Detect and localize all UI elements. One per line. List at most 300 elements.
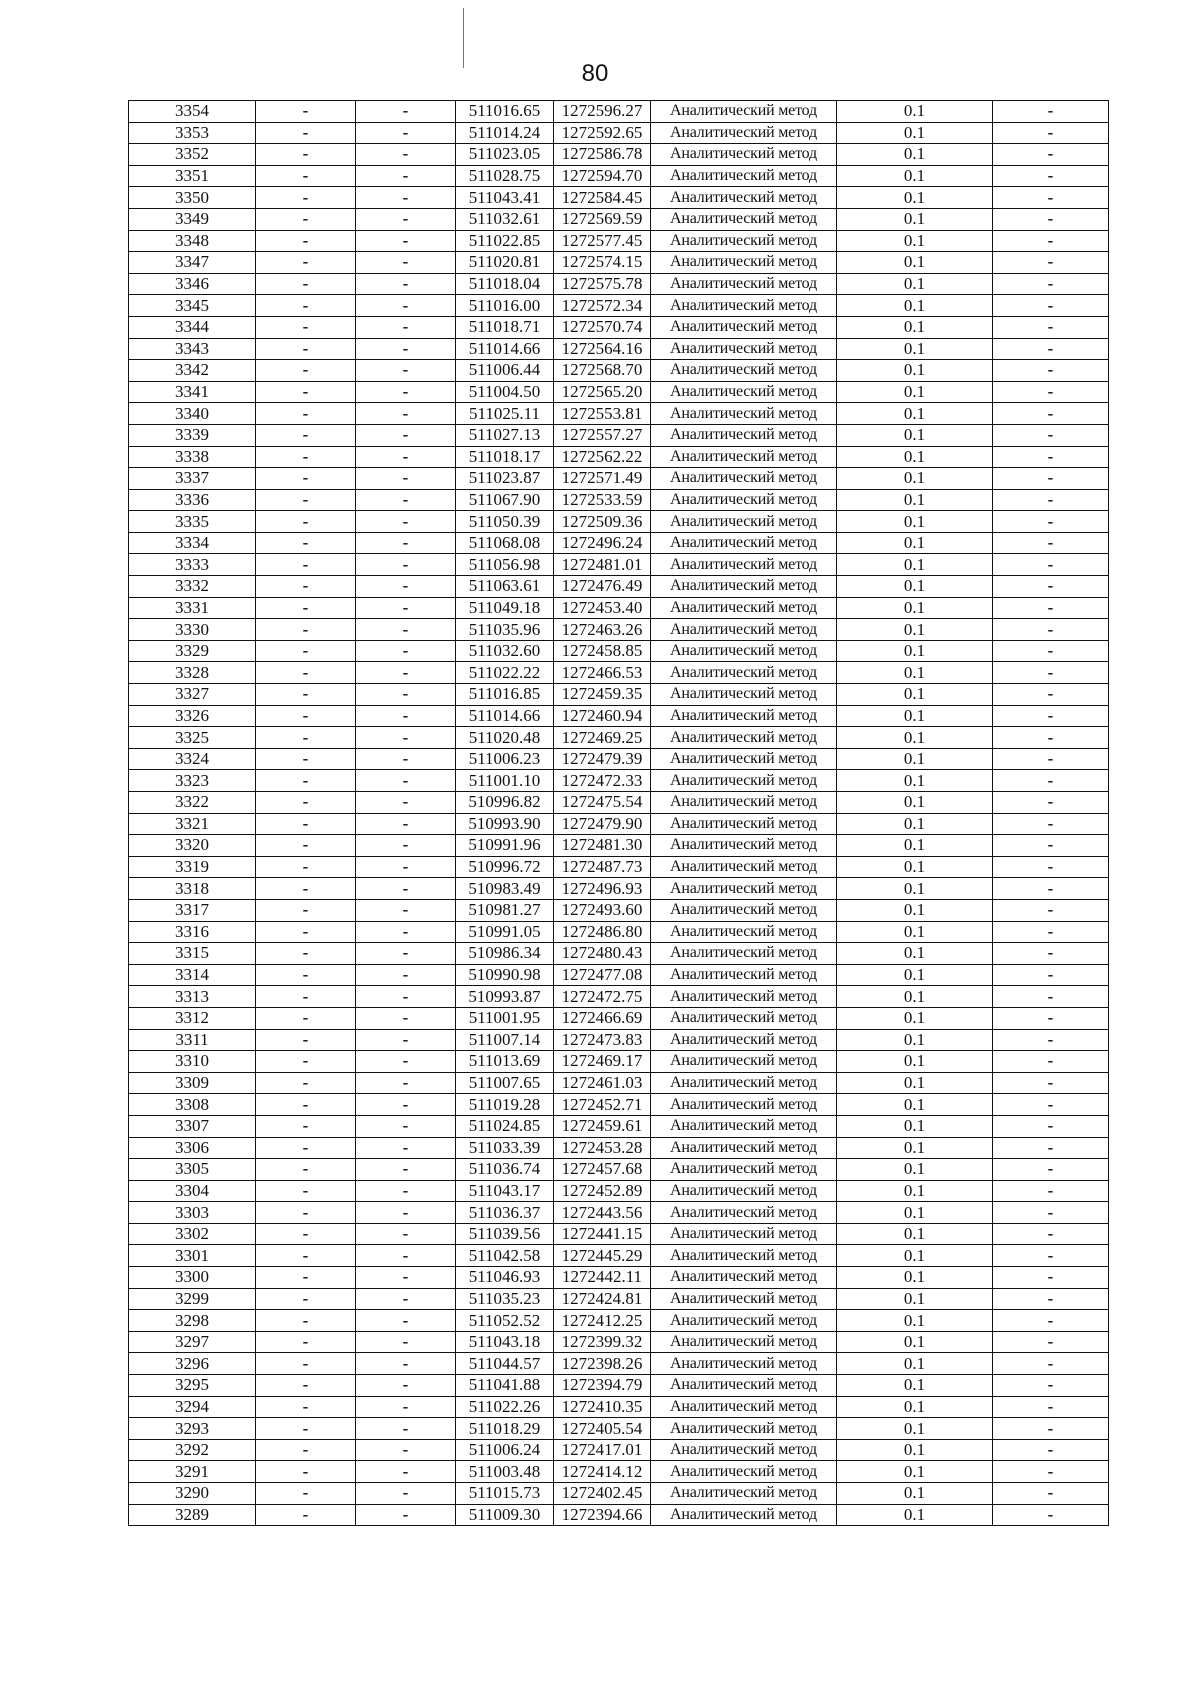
accuracy-cell: 0.1 bbox=[837, 424, 993, 446]
accuracy-cell: 0.1 bbox=[837, 532, 993, 554]
y-coordinate-cell: 1272569.59 bbox=[554, 208, 651, 230]
dash-cell: - bbox=[256, 446, 356, 468]
x-coordinate-cell: 511006.23 bbox=[456, 748, 554, 770]
method-cell: Аналитический метод bbox=[651, 489, 837, 511]
dash-cell: - bbox=[993, 165, 1109, 187]
method-cell: Аналитический метод bbox=[651, 1159, 837, 1181]
dash-cell: - bbox=[356, 1180, 456, 1202]
y-coordinate-cell: 1272486.80 bbox=[554, 921, 651, 943]
point-number-cell: 3352 bbox=[129, 144, 256, 166]
accuracy-cell: 0.1 bbox=[837, 316, 993, 338]
dash-cell: - bbox=[256, 986, 356, 1008]
dash-cell: - bbox=[356, 338, 456, 360]
point-number-cell: 3315 bbox=[129, 943, 256, 965]
x-coordinate-cell: 511016.00 bbox=[456, 295, 554, 317]
dash-cell: - bbox=[256, 511, 356, 533]
dash-cell: - bbox=[356, 1288, 456, 1310]
table-row bbox=[129, 511, 1109, 533]
method-cell: Аналитический метод bbox=[651, 511, 837, 533]
x-coordinate-cell: 511035.23 bbox=[456, 1288, 554, 1310]
dash-cell: - bbox=[256, 230, 356, 252]
dash-cell: - bbox=[993, 1439, 1109, 1461]
dash-cell: - bbox=[356, 424, 456, 446]
dash-cell: - bbox=[993, 1504, 1109, 1526]
dash-cell: - bbox=[256, 1223, 356, 1245]
x-coordinate-cell: 511025.11 bbox=[456, 403, 554, 425]
y-coordinate-cell: 1272445.29 bbox=[554, 1245, 651, 1267]
dash-cell: - bbox=[993, 1137, 1109, 1159]
method-cell: Аналитический метод bbox=[651, 964, 837, 986]
dash-cell: - bbox=[993, 943, 1109, 965]
accuracy-cell: 0.1 bbox=[837, 921, 993, 943]
accuracy-cell: 0.1 bbox=[837, 792, 993, 814]
x-coordinate-cell: 511028.75 bbox=[456, 165, 554, 187]
point-number-cell: 3297 bbox=[129, 1331, 256, 1353]
x-coordinate-cell: 511007.65 bbox=[456, 1072, 554, 1094]
y-coordinate-cell: 1272476.49 bbox=[554, 576, 651, 598]
table-row bbox=[129, 662, 1109, 684]
x-coordinate-cell: 511032.60 bbox=[456, 640, 554, 662]
point-number-cell: 3326 bbox=[129, 705, 256, 727]
accuracy-cell: 0.1 bbox=[837, 576, 993, 598]
point-number-cell: 3300 bbox=[129, 1267, 256, 1289]
y-coordinate-cell: 1272469.17 bbox=[554, 1051, 651, 1073]
dash-cell: - bbox=[256, 1288, 356, 1310]
accuracy-cell: 0.1 bbox=[837, 338, 993, 360]
dash-cell: - bbox=[356, 1396, 456, 1418]
table-row bbox=[129, 705, 1109, 727]
point-number-cell: 3325 bbox=[129, 727, 256, 749]
dash-cell: - bbox=[993, 532, 1109, 554]
x-coordinate-cell: 511024.85 bbox=[456, 1115, 554, 1137]
x-coordinate-cell: 511063.61 bbox=[456, 576, 554, 598]
dash-cell: - bbox=[993, 403, 1109, 425]
dash-cell: - bbox=[256, 748, 356, 770]
x-coordinate-cell: 511036.37 bbox=[456, 1202, 554, 1224]
dash-cell: - bbox=[356, 122, 456, 144]
y-coordinate-cell: 1272487.73 bbox=[554, 856, 651, 878]
y-coordinate-cell: 1272453.28 bbox=[554, 1137, 651, 1159]
accuracy-cell: 0.1 bbox=[837, 813, 993, 835]
x-coordinate-cell: 511043.17 bbox=[456, 1180, 554, 1202]
point-number-cell: 3331 bbox=[129, 597, 256, 619]
dash-cell: - bbox=[256, 208, 356, 230]
method-cell: Аналитический метод bbox=[651, 316, 837, 338]
y-coordinate-cell: 1272493.60 bbox=[554, 899, 651, 921]
table-row bbox=[129, 338, 1109, 360]
table-row bbox=[129, 554, 1109, 576]
y-coordinate-cell: 1272475.54 bbox=[554, 792, 651, 814]
method-cell: Аналитический метод bbox=[651, 748, 837, 770]
dash-cell: - bbox=[256, 662, 356, 684]
y-coordinate-cell: 1272553.81 bbox=[554, 403, 651, 425]
method-cell: Аналитический метод bbox=[651, 1007, 837, 1029]
x-coordinate-cell: 511022.26 bbox=[456, 1396, 554, 1418]
dash-cell: - bbox=[356, 986, 456, 1008]
dash-cell: - bbox=[993, 748, 1109, 770]
y-coordinate-cell: 1272414.12 bbox=[554, 1461, 651, 1483]
dash-cell: - bbox=[256, 122, 356, 144]
dash-cell: - bbox=[256, 360, 356, 382]
table-row bbox=[129, 899, 1109, 921]
dash-cell: - bbox=[256, 835, 356, 857]
dash-cell: - bbox=[993, 554, 1109, 576]
method-cell: Аналитический метод bbox=[651, 1267, 837, 1289]
method-cell: Аналитический метод bbox=[651, 1331, 837, 1353]
y-coordinate-cell: 1272417.01 bbox=[554, 1439, 651, 1461]
accuracy-cell: 0.1 bbox=[837, 835, 993, 857]
dash-cell: - bbox=[993, 727, 1109, 749]
coordinates-table bbox=[128, 100, 1109, 1526]
method-cell: Аналитический метод bbox=[651, 1137, 837, 1159]
dash-cell: - bbox=[993, 1331, 1109, 1353]
dash-cell: - bbox=[993, 1051, 1109, 1073]
table-row bbox=[129, 122, 1109, 144]
y-coordinate-cell: 1272457.68 bbox=[554, 1159, 651, 1181]
accuracy-cell: 0.1 bbox=[837, 554, 993, 576]
dash-cell: - bbox=[993, 921, 1109, 943]
accuracy-cell: 0.1 bbox=[837, 273, 993, 295]
y-coordinate-cell: 1272412.25 bbox=[554, 1310, 651, 1332]
point-number-cell: 3339 bbox=[129, 424, 256, 446]
method-cell: Аналитический метод bbox=[651, 770, 837, 792]
x-coordinate-cell: 511013.69 bbox=[456, 1051, 554, 1073]
x-coordinate-cell: 511018.17 bbox=[456, 446, 554, 468]
dash-cell: - bbox=[256, 1396, 356, 1418]
method-cell: Аналитический метод bbox=[651, 403, 837, 425]
dash-cell: - bbox=[256, 101, 356, 123]
y-coordinate-cell: 1272596.27 bbox=[554, 101, 651, 123]
y-coordinate-cell: 1272472.75 bbox=[554, 986, 651, 1008]
dash-cell: - bbox=[356, 964, 456, 986]
x-coordinate-cell: 511022.85 bbox=[456, 230, 554, 252]
method-cell: Аналитический метод bbox=[651, 230, 837, 252]
dash-cell: - bbox=[256, 1375, 356, 1397]
x-coordinate-cell: 511035.96 bbox=[456, 619, 554, 641]
dash-cell: - bbox=[993, 792, 1109, 814]
dash-cell: - bbox=[993, 705, 1109, 727]
point-number-cell: 3292 bbox=[129, 1439, 256, 1461]
point-number-cell: 3299 bbox=[129, 1288, 256, 1310]
method-cell: Аналитический метод bbox=[651, 899, 837, 921]
y-coordinate-cell: 1272533.59 bbox=[554, 489, 651, 511]
dash-cell: - bbox=[256, 813, 356, 835]
dash-cell: - bbox=[256, 1072, 356, 1094]
y-coordinate-cell: 1272481.30 bbox=[554, 835, 651, 857]
dash-cell: - bbox=[256, 1310, 356, 1332]
dash-cell: - bbox=[356, 360, 456, 382]
point-number-cell: 3347 bbox=[129, 252, 256, 274]
accuracy-cell: 0.1 bbox=[837, 964, 993, 986]
accuracy-cell: 0.1 bbox=[837, 597, 993, 619]
dash-cell: - bbox=[356, 144, 456, 166]
x-coordinate-cell: 511007.14 bbox=[456, 1029, 554, 1051]
accuracy-cell: 0.1 bbox=[837, 619, 993, 641]
dash-cell: - bbox=[356, 1223, 456, 1245]
accuracy-cell: 0.1 bbox=[837, 1029, 993, 1051]
dash-cell: - bbox=[356, 1072, 456, 1094]
dash-cell: - bbox=[993, 1072, 1109, 1094]
point-number-cell: 3341 bbox=[129, 381, 256, 403]
scan-fold-line bbox=[463, 8, 464, 68]
point-number-cell: 3290 bbox=[129, 1483, 256, 1505]
dash-cell: - bbox=[356, 1461, 456, 1483]
x-coordinate-cell: 511006.24 bbox=[456, 1439, 554, 1461]
method-cell: Аналитический метод bbox=[651, 532, 837, 554]
table-row bbox=[129, 1007, 1109, 1029]
dash-cell: - bbox=[356, 597, 456, 619]
table-row bbox=[129, 1245, 1109, 1267]
dash-cell: - bbox=[993, 1159, 1109, 1181]
point-number-cell: 3353 bbox=[129, 122, 256, 144]
dash-cell: - bbox=[256, 619, 356, 641]
x-coordinate-cell: 511018.29 bbox=[456, 1418, 554, 1440]
table-row bbox=[129, 878, 1109, 900]
point-number-cell: 3328 bbox=[129, 662, 256, 684]
method-cell: Аналитический метод bbox=[651, 619, 837, 641]
dash-cell: - bbox=[993, 684, 1109, 706]
dash-cell: - bbox=[356, 1029, 456, 1051]
method-cell: Аналитический метод bbox=[651, 1418, 837, 1440]
dash-cell: - bbox=[356, 446, 456, 468]
accuracy-cell: 0.1 bbox=[837, 489, 993, 511]
method-cell: Аналитический метод bbox=[651, 187, 837, 209]
x-coordinate-cell: 511068.08 bbox=[456, 532, 554, 554]
table-row bbox=[129, 446, 1109, 468]
method-cell: Аналитический метод bbox=[651, 878, 837, 900]
y-coordinate-cell: 1272565.20 bbox=[554, 381, 651, 403]
dash-cell: - bbox=[356, 316, 456, 338]
accuracy-cell: 0.1 bbox=[837, 1007, 993, 1029]
accuracy-cell: 0.1 bbox=[837, 1353, 993, 1375]
dash-cell: - bbox=[356, 1331, 456, 1353]
dash-cell: - bbox=[356, 403, 456, 425]
dash-cell: - bbox=[256, 1202, 356, 1224]
point-number-cell: 3295 bbox=[129, 1375, 256, 1397]
point-number-cell: 3340 bbox=[129, 403, 256, 425]
point-number-cell: 3304 bbox=[129, 1180, 256, 1202]
table-row bbox=[129, 1396, 1109, 1418]
dash-cell: - bbox=[256, 1439, 356, 1461]
dash-cell: - bbox=[256, 1245, 356, 1267]
y-coordinate-cell: 1272452.89 bbox=[554, 1180, 651, 1202]
dash-cell: - bbox=[256, 295, 356, 317]
method-cell: Аналитический метод bbox=[651, 1310, 837, 1332]
y-coordinate-cell: 1272410.35 bbox=[554, 1396, 651, 1418]
accuracy-cell: 0.1 bbox=[837, 468, 993, 490]
dash-cell: - bbox=[256, 705, 356, 727]
y-coordinate-cell: 1272557.27 bbox=[554, 424, 651, 446]
dash-cell: - bbox=[256, 1418, 356, 1440]
x-coordinate-cell: 511049.18 bbox=[456, 597, 554, 619]
accuracy-cell: 0.1 bbox=[837, 1180, 993, 1202]
y-coordinate-cell: 1272477.08 bbox=[554, 964, 651, 986]
point-number-cell: 3320 bbox=[129, 835, 256, 857]
point-number-cell: 3310 bbox=[129, 1051, 256, 1073]
dash-cell: - bbox=[356, 619, 456, 641]
y-coordinate-cell: 1272571.49 bbox=[554, 468, 651, 490]
y-coordinate-cell: 1272398.26 bbox=[554, 1353, 651, 1375]
x-coordinate-cell: 510991.05 bbox=[456, 921, 554, 943]
dash-cell: - bbox=[356, 835, 456, 857]
table-row bbox=[129, 187, 1109, 209]
point-number-cell: 3298 bbox=[129, 1310, 256, 1332]
table-row bbox=[129, 1310, 1109, 1332]
dash-cell: - bbox=[256, 1137, 356, 1159]
dash-cell: - bbox=[356, 856, 456, 878]
dash-cell: - bbox=[356, 943, 456, 965]
x-coordinate-cell: 511033.39 bbox=[456, 1137, 554, 1159]
dash-cell: - bbox=[993, 813, 1109, 835]
x-coordinate-cell: 511041.88 bbox=[456, 1375, 554, 1397]
y-coordinate-cell: 1272586.78 bbox=[554, 144, 651, 166]
dash-cell: - bbox=[993, 208, 1109, 230]
method-cell: Аналитический метод bbox=[651, 295, 837, 317]
dash-cell: - bbox=[356, 273, 456, 295]
y-coordinate-cell: 1272394.66 bbox=[554, 1504, 651, 1526]
dash-cell: - bbox=[256, 273, 356, 295]
point-number-cell: 3348 bbox=[129, 230, 256, 252]
dash-cell: - bbox=[356, 208, 456, 230]
table-row bbox=[129, 208, 1109, 230]
accuracy-cell: 0.1 bbox=[837, 1504, 993, 1526]
dash-cell: - bbox=[256, 1504, 356, 1526]
dash-cell: - bbox=[356, 684, 456, 706]
x-coordinate-cell: 510996.82 bbox=[456, 792, 554, 814]
table-row bbox=[129, 1418, 1109, 1440]
dash-cell: - bbox=[993, 662, 1109, 684]
table-row bbox=[129, 813, 1109, 835]
dash-cell: - bbox=[993, 360, 1109, 382]
accuracy-cell: 0.1 bbox=[837, 230, 993, 252]
accuracy-cell: 0.1 bbox=[837, 1418, 993, 1440]
accuracy-cell: 0.1 bbox=[837, 1396, 993, 1418]
x-coordinate-cell: 511056.98 bbox=[456, 554, 554, 576]
dash-cell: - bbox=[356, 748, 456, 770]
dash-cell: - bbox=[993, 856, 1109, 878]
point-number-cell: 3336 bbox=[129, 489, 256, 511]
dash-cell: - bbox=[256, 338, 356, 360]
y-coordinate-cell: 1272564.16 bbox=[554, 338, 651, 360]
x-coordinate-cell: 511043.18 bbox=[456, 1331, 554, 1353]
point-number-cell: 3318 bbox=[129, 878, 256, 900]
accuracy-cell: 0.1 bbox=[837, 662, 993, 684]
table-row bbox=[129, 792, 1109, 814]
table-row bbox=[129, 727, 1109, 749]
accuracy-cell: 0.1 bbox=[837, 1375, 993, 1397]
dash-cell: - bbox=[356, 187, 456, 209]
table-row bbox=[129, 101, 1109, 123]
x-coordinate-cell: 511014.66 bbox=[456, 338, 554, 360]
dash-cell: - bbox=[993, 468, 1109, 490]
point-number-cell: 3345 bbox=[129, 295, 256, 317]
dash-cell: - bbox=[356, 532, 456, 554]
point-number-cell: 3316 bbox=[129, 921, 256, 943]
method-cell: Аналитический метод bbox=[651, 273, 837, 295]
method-cell: Аналитический метод bbox=[651, 576, 837, 598]
x-coordinate-cell: 510981.27 bbox=[456, 899, 554, 921]
y-coordinate-cell: 1272459.61 bbox=[554, 1115, 651, 1137]
table-row bbox=[129, 252, 1109, 274]
accuracy-cell: 0.1 bbox=[837, 295, 993, 317]
point-number-cell: 3342 bbox=[129, 360, 256, 382]
dash-cell: - bbox=[993, 964, 1109, 986]
y-coordinate-cell: 1272405.54 bbox=[554, 1418, 651, 1440]
point-number-cell: 3305 bbox=[129, 1159, 256, 1181]
y-coordinate-cell: 1272458.85 bbox=[554, 640, 651, 662]
dash-cell: - bbox=[993, 1267, 1109, 1289]
y-coordinate-cell: 1272452.71 bbox=[554, 1094, 651, 1116]
dash-cell: - bbox=[993, 1180, 1109, 1202]
table-row bbox=[129, 1223, 1109, 1245]
dash-cell: - bbox=[993, 1094, 1109, 1116]
table-row bbox=[129, 360, 1109, 382]
accuracy-cell: 0.1 bbox=[837, 122, 993, 144]
x-coordinate-cell: 511039.56 bbox=[456, 1223, 554, 1245]
dash-cell: - bbox=[256, 943, 356, 965]
x-coordinate-cell: 511018.04 bbox=[456, 273, 554, 295]
dash-cell: - bbox=[993, 1353, 1109, 1375]
x-coordinate-cell: 511006.44 bbox=[456, 360, 554, 382]
table-row bbox=[129, 403, 1109, 425]
dash-cell: - bbox=[356, 792, 456, 814]
dash-cell: - bbox=[256, 1007, 356, 1029]
dash-cell: - bbox=[356, 1094, 456, 1116]
dash-cell: - bbox=[993, 1007, 1109, 1029]
y-coordinate-cell: 1272570.74 bbox=[554, 316, 651, 338]
accuracy-cell: 0.1 bbox=[837, 1483, 993, 1505]
accuracy-cell: 0.1 bbox=[837, 986, 993, 1008]
x-coordinate-cell: 511036.74 bbox=[456, 1159, 554, 1181]
table-row bbox=[129, 316, 1109, 338]
y-coordinate-cell: 1272399.32 bbox=[554, 1331, 651, 1353]
method-cell: Аналитический метод bbox=[651, 424, 837, 446]
table-row bbox=[129, 1180, 1109, 1202]
y-coordinate-cell: 1272592.65 bbox=[554, 122, 651, 144]
x-coordinate-cell: 511027.13 bbox=[456, 424, 554, 446]
table-row bbox=[129, 295, 1109, 317]
dash-cell: - bbox=[993, 1418, 1109, 1440]
dash-cell: - bbox=[993, 295, 1109, 317]
dash-cell: - bbox=[256, 1029, 356, 1051]
y-coordinate-cell: 1272480.43 bbox=[554, 943, 651, 965]
y-coordinate-cell: 1272496.24 bbox=[554, 532, 651, 554]
dash-cell: - bbox=[356, 1483, 456, 1505]
x-coordinate-cell: 511001.10 bbox=[456, 770, 554, 792]
y-coordinate-cell: 1272466.69 bbox=[554, 1007, 651, 1029]
dash-cell: - bbox=[356, 468, 456, 490]
dash-cell: - bbox=[993, 252, 1109, 274]
method-cell: Аналитический метод bbox=[651, 360, 837, 382]
dash-cell: - bbox=[256, 684, 356, 706]
y-coordinate-cell: 1272459.35 bbox=[554, 684, 651, 706]
method-cell: Аналитический метод bbox=[651, 338, 837, 360]
accuracy-cell: 0.1 bbox=[837, 943, 993, 965]
table-row bbox=[129, 748, 1109, 770]
point-number-cell: 3354 bbox=[129, 101, 256, 123]
method-cell: Аналитический метод bbox=[651, 943, 837, 965]
dash-cell: - bbox=[993, 986, 1109, 1008]
dash-cell: - bbox=[993, 511, 1109, 533]
point-number-cell: 3317 bbox=[129, 899, 256, 921]
method-cell: Аналитический метод bbox=[651, 1051, 837, 1073]
y-coordinate-cell: 1272473.83 bbox=[554, 1029, 651, 1051]
y-coordinate-cell: 1272574.15 bbox=[554, 252, 651, 274]
x-coordinate-cell: 511004.50 bbox=[456, 381, 554, 403]
y-coordinate-cell: 1272584.45 bbox=[554, 187, 651, 209]
dash-cell: - bbox=[993, 1375, 1109, 1397]
dash-cell: - bbox=[993, 597, 1109, 619]
